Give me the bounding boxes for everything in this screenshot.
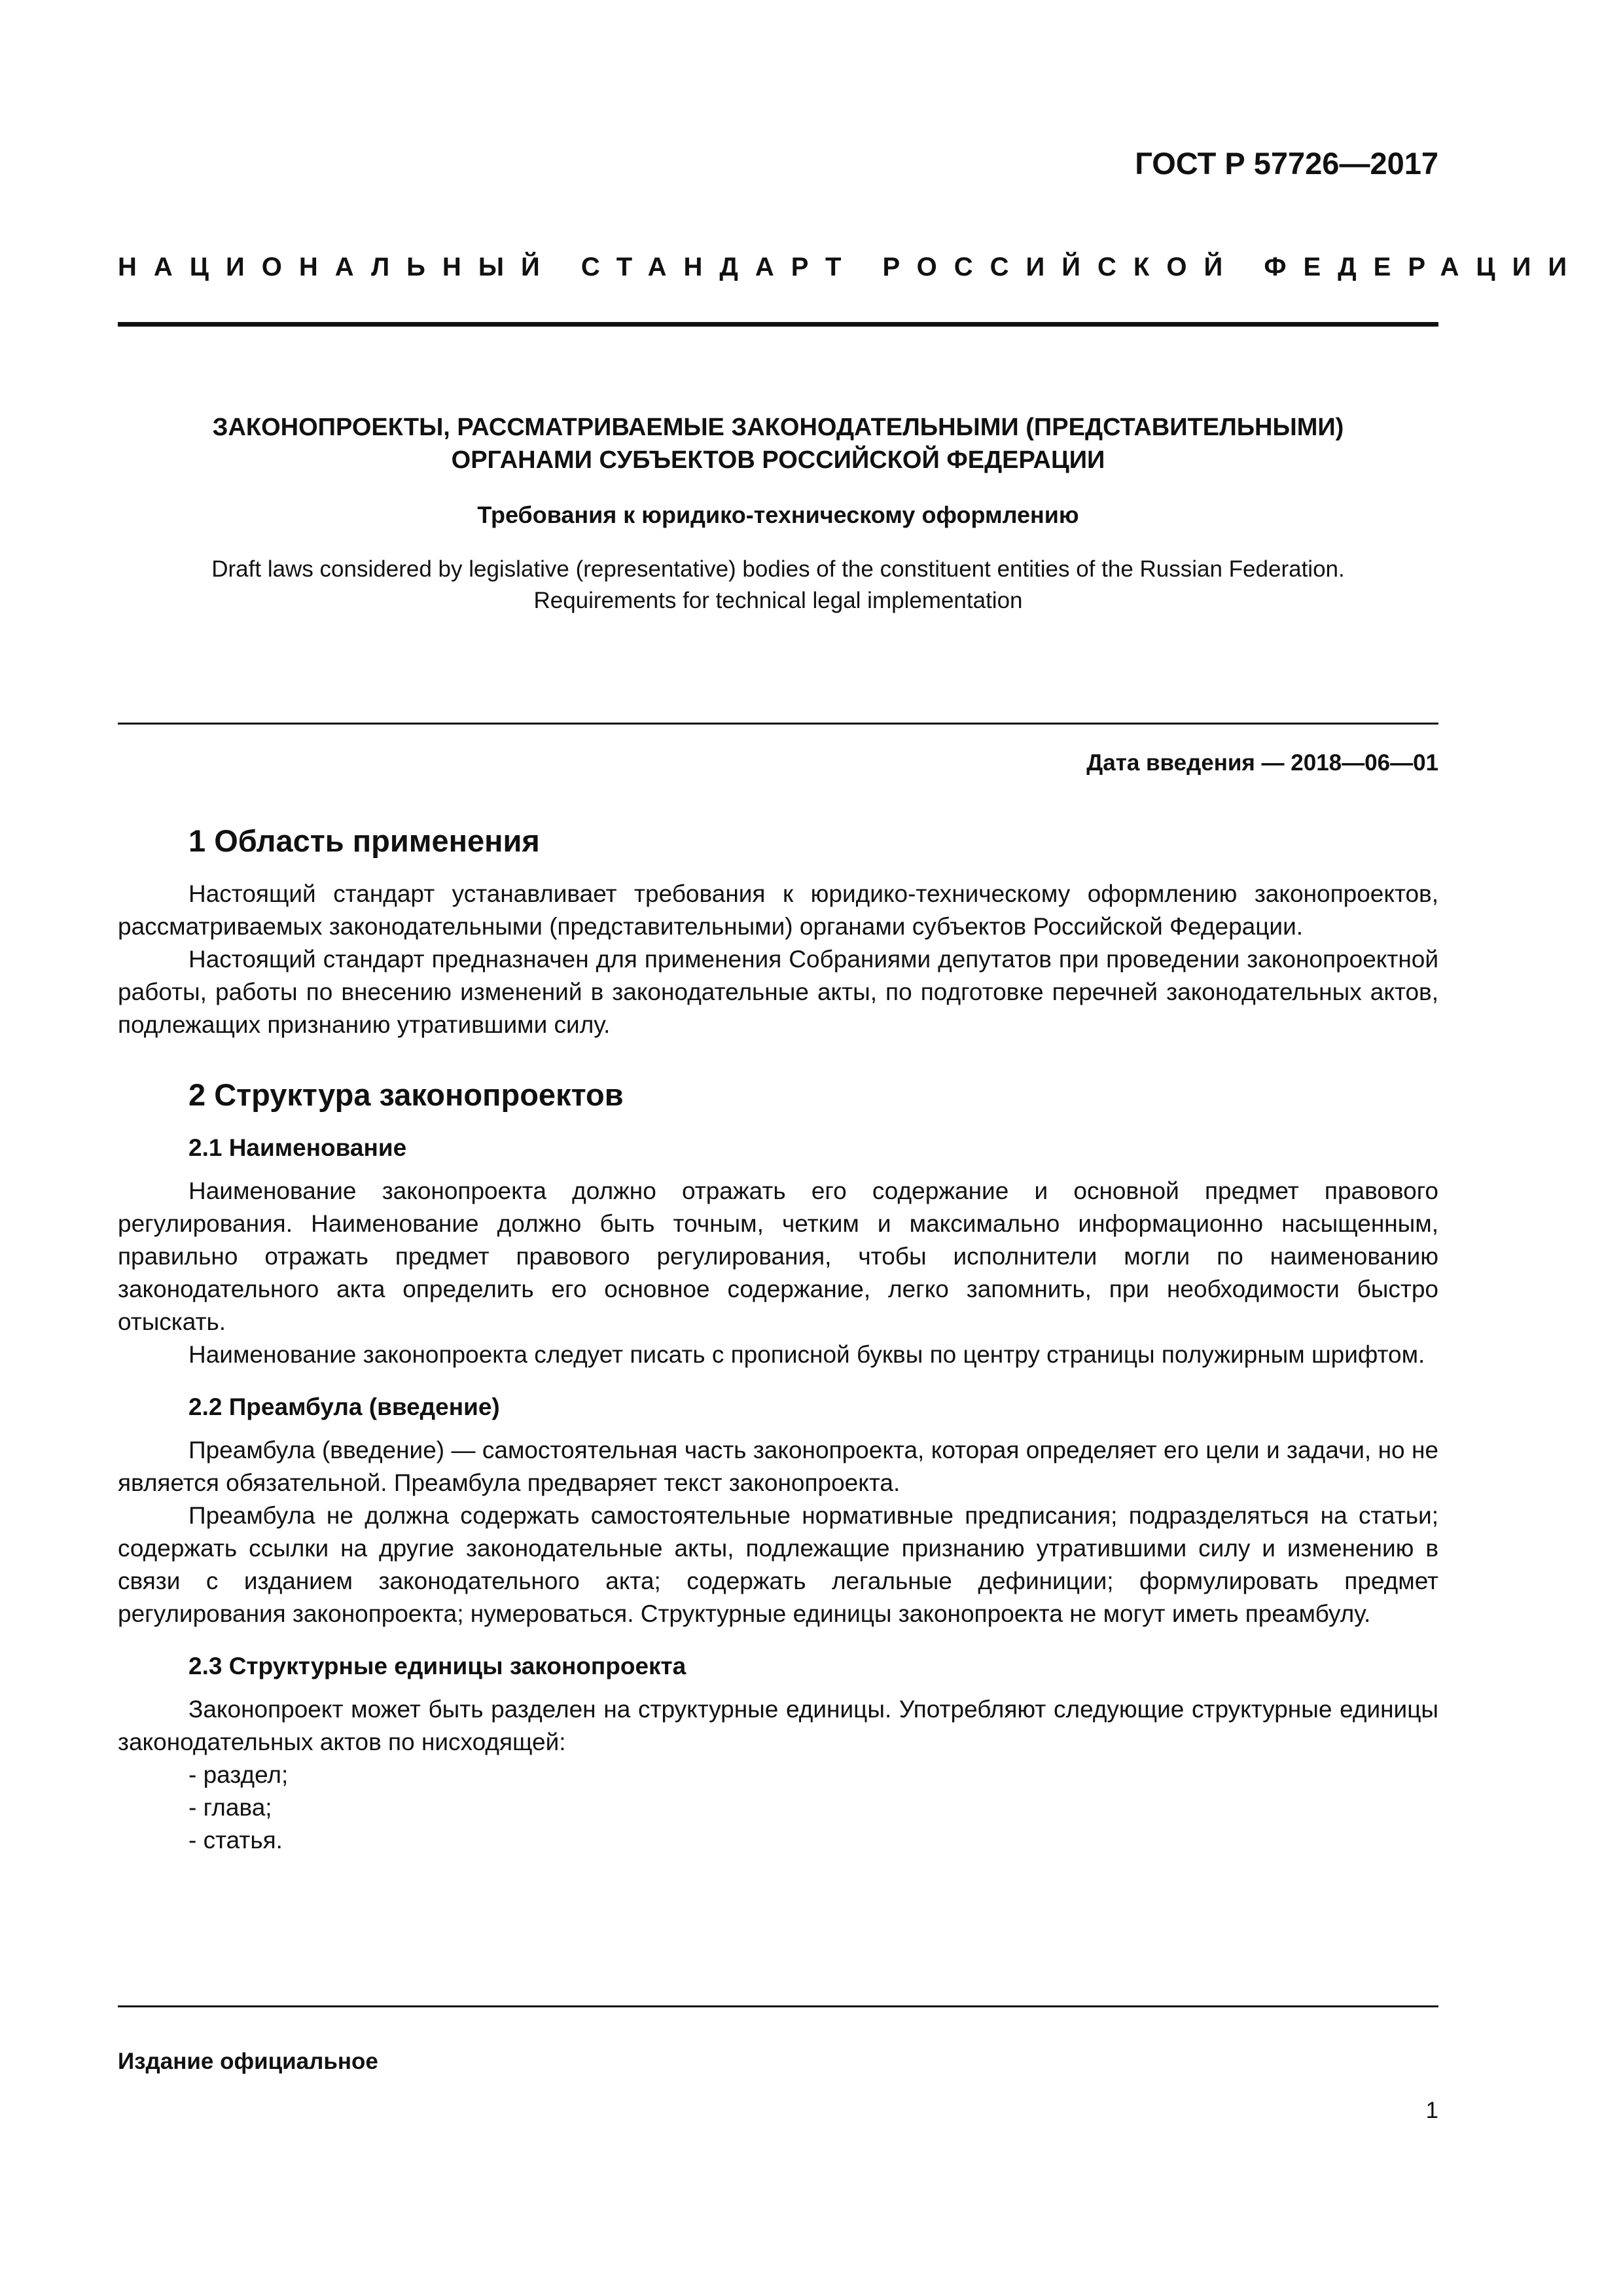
section-1-paragraph-2: Настоящий стандарт предназначен для применения Собраниями депутатов при проведении законопроектной работы, работы по внесению изменений в законодательные акты, по подготовке перечней законодательных актов, подлежащих признанию утратившими силу. (118, 946, 1438, 1038)
page-number: 1 (1425, 2098, 1438, 2123)
title-en-line-2: Requirements for technical legal implementation (533, 588, 1023, 613)
subsection-2-2-paragraph-2: Преамбула не должна содержать самостоятельные нормативные предписания; подразделяться на статьи; содержать ссылки на другие законодательные акты, подлежащие признанию утратившими силу и изменению в связи с изданием законодательного акта; содержать легальные дефиниции; формулировать предмет регулирования законопроекта; нумероваться. Структурные единицы законопроекта не могут иметь преамбулу. (118, 1502, 1438, 1627)
structural-units-list (118, 1759, 1438, 1857)
title-divider (118, 723, 1438, 725)
section-2-heading: 2 Структура законопроектов (188, 1077, 624, 1112)
national-standard-banner: НАЦИОНАЛЬНЫЙ СТАНДАРТ РОССИЙСКОЙ ФЕДЕРАЦИИ (118, 253, 1584, 281)
title-en-line-1: Draft laws considered by legislative (representative) bodies of the constituent entities of the Russian Federation. (211, 556, 1345, 582)
section-1-paragraph-1: Настоящий стандарт устанавливает требования к юридико-техническому оформлению законопроектов, рассматриваемых законодательными (представительными) органами субъектов Российской Федерации. (118, 880, 1438, 940)
list-item: - статья. (188, 1827, 283, 1854)
subsection-2-3-paragraph-1: Законопроект может быть разделен на структурные единицы. Употребляют следующие структурные единицы законодательных актов по нисходящей: (118, 1696, 1438, 1755)
subsection-2-3-heading: 2.3 Структурные единицы законопроекта (188, 1653, 687, 1679)
introduction-date: Дата введения — 2018—06—01 (1086, 750, 1438, 776)
subsection-2-1-heading: 2.1 Наименование (188, 1134, 407, 1161)
title-ru-line-1: ЗАКОНОПРОЕКТЫ, РАССМАТРИВАЕМЫЕ ЗАКОНОДАТЕЛЬНЫМИ (ПРЕДСТАВИТЕЛЬНЫМИ) (212, 414, 1344, 441)
section-1-heading: 1 Область применения (188, 823, 540, 858)
subsection-2-1-paragraph-2: Наименование законопроекта следует писать с прописной буквы по центру страницы полужирным шрифтом. (188, 1341, 1425, 1368)
footer-divider (118, 2005, 1438, 2007)
subsection-2-1-paragraph-1: Наименование законопроекта должно отражать его содержание и основной предмет правового регулирования. Наименование должно быть точным, четким и максимально информационно насыщенным, правильно отражать предмет правового регулирования, чтобы исполнители могли по наименованию законодательного акта определить его основное содержание, легко запомнить, при необходимости быстро отыскать. (118, 1177, 1438, 1335)
title-ru-line-2: ОРГАНАМИ СУБЪЕКТОВ РОССИЙСКОЙ ФЕДЕРАЦИИ (451, 446, 1105, 474)
header-divider (118, 322, 1438, 327)
subsection-2-2-heading: 2.2 Преамбула (введение) (188, 1393, 500, 1420)
list-item: - глава; (188, 1794, 272, 1821)
document-body (118, 821, 1438, 1857)
list-item: - раздел; (188, 1761, 289, 1788)
title-block (118, 411, 1438, 617)
edition-label: Издание официальное (118, 2049, 378, 2074)
title-ru-subtitle: Требования к юридико-техническому оформлению (477, 501, 1079, 528)
subsection-2-2-paragraph-1: Преамбула (введение) — самостоятельная часть законопроекта, которая определяет его цели и задачи, но не является обязательной. Преамбула предваряет текст законопроекта. (118, 1437, 1438, 1496)
document-number: ГОСТ Р 57726—2017 (1135, 146, 1438, 181)
